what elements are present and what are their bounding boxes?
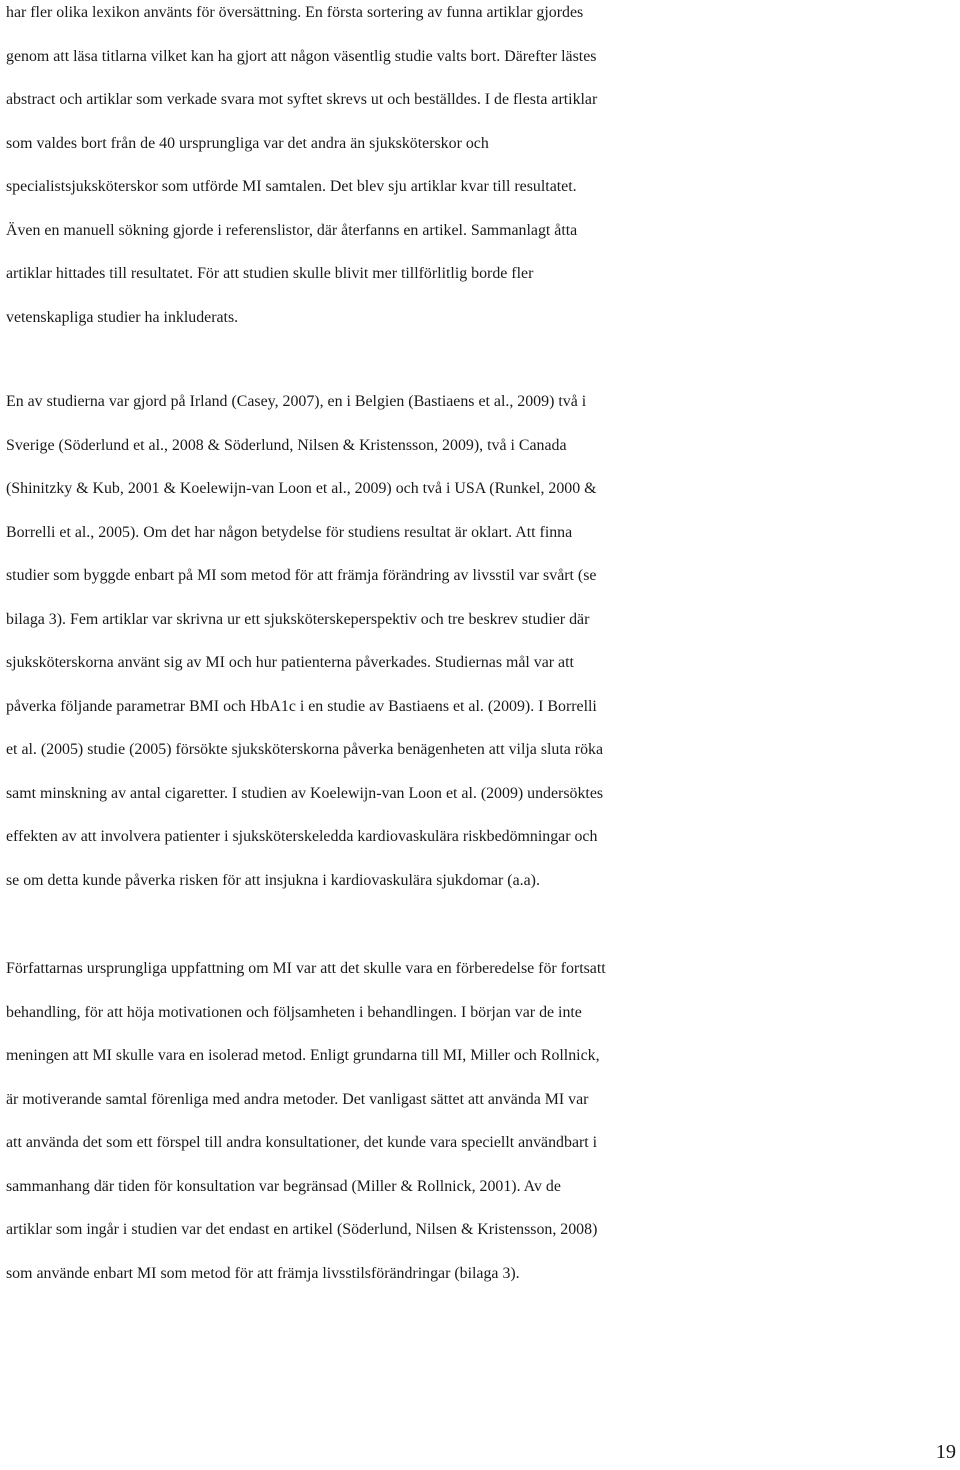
paragraph-3 [6, 955, 956, 1303]
text-line: studier som byggde enbart på MI som metod för att främja förändring av livsstil var svårt (se [6, 567, 597, 584]
text-line: artiklar hittades till resultatet. För att studien skulle blivit mer tillförlitlig borde fler [6, 265, 534, 282]
text-line: Borrelli et al., 2005). Om det har någon betydelse för studiens resultat är oklart. Att finna [6, 523, 573, 541]
text-line: Sverige (Söderlund et al., 2008 & Söderlund, Nilsen & Kristensson, 2009), två i Canada [6, 436, 567, 454]
text-line: sammanhang där tiden för konsultation var begränsad (Miller & Rollnick, 2001). Av de [6, 1177, 561, 1195]
text-line: samt minskning av antal cigaretter. I studien av Koelewijn-van Loon et al. (2009) undersöktes [6, 784, 604, 802]
text-line: En av studierna var gjord på Irland (Casey, 2007), en i Belgien (Bastiaens et al., 2009) två i [6, 393, 587, 410]
text-line: att använda det som ett förspel till andra konsultationer, det kunde vara speciellt användbart i [6, 1134, 598, 1151]
text-line: abstract och artiklar som verkade svara mot syftet skrevs ut och beställdes. I de flesta artiklar [6, 91, 598, 108]
text-line: Även en manuell sökning gjorde i referenslistor, där återfanns en artikel. Sammanlagt åtta [6, 221, 578, 239]
text-line: meningen att MI skulle vara en isolerad metod. Enligt grundarna till MI, Miller och Rollnick, [6, 1047, 600, 1064]
text-line: är motiverande samtal förenliga med andra metoder. Det vanligast sättet att använda MI var [6, 1090, 589, 1108]
text-line: som valdes bort från de 40 ursprungliga var det andra än sjuksköterskor och [6, 134, 489, 152]
text-line: påverka följande parametrar BMI och HbA1c i en studie av Bastiaens et al. (2009). I Borrelli [6, 697, 597, 715]
page-number: 19 [935, 1441, 956, 1463]
paragraph-1 [6, 0, 956, 347]
text-line: behandling, för att höja motivationen och följsamheten i behandlingen. I början var de inte [6, 1003, 582, 1021]
text-line: artiklar som ingår i studien var det endast en artikel (Söderlund, Nilsen & Kristensson, 2008) [6, 1221, 598, 1238]
text-line: specialistsjuksköterskor som utförde MI samtalen. Det blev sju artiklar kvar till resultatet. [6, 178, 577, 195]
text-line: vetenskapliga studier ha inkluderats. [6, 308, 239, 326]
text-line: har fler olika lexikon använts för översättning. En första sortering av funna artiklar gjordes [6, 4, 584, 21]
text-line: bilaga 3). Fem artiklar var skrivna ur ett sjuksköterskeperspektiv och tre beskrev studier där [6, 610, 590, 628]
text-line: se om detta kunde påverka risken för att insjukna i kardiovaskulära sjukdomar (a.a). [6, 871, 540, 889]
text-line: sjuksköterskorna använt sig av MI och hur patienterna påverkades. Studiernas mål var att [6, 654, 574, 671]
text-line: genom att läsa titlarna vilket kan ha gjort att någon väsentlig studie valts bort. Därefter lästes [6, 47, 597, 65]
text-line: effekten av att involvera patienter i sjuksköterskeledda kardiovaskulära riskbedömningar och [6, 828, 598, 845]
text-line: som använde enbart MI som metod för att främja livsstilsförändringar (bilaga 3). [6, 1264, 520, 1282]
text-line: (Shinitzky & Kub, 2001 & Koelewijn-van Loon et al., 2009) och två i USA (Runkel, 2000 & [6, 480, 597, 497]
text-line: et al. (2005) studie (2005) försökte sjuksköterskorna påverka benägenheten att vilja sluta röka [6, 741, 604, 758]
text-line: Författarnas ursprungliga uppfattning om MI var att det skulle vara en förberedelse för fortsatt [6, 960, 606, 977]
paragraph-2 [6, 388, 956, 910]
